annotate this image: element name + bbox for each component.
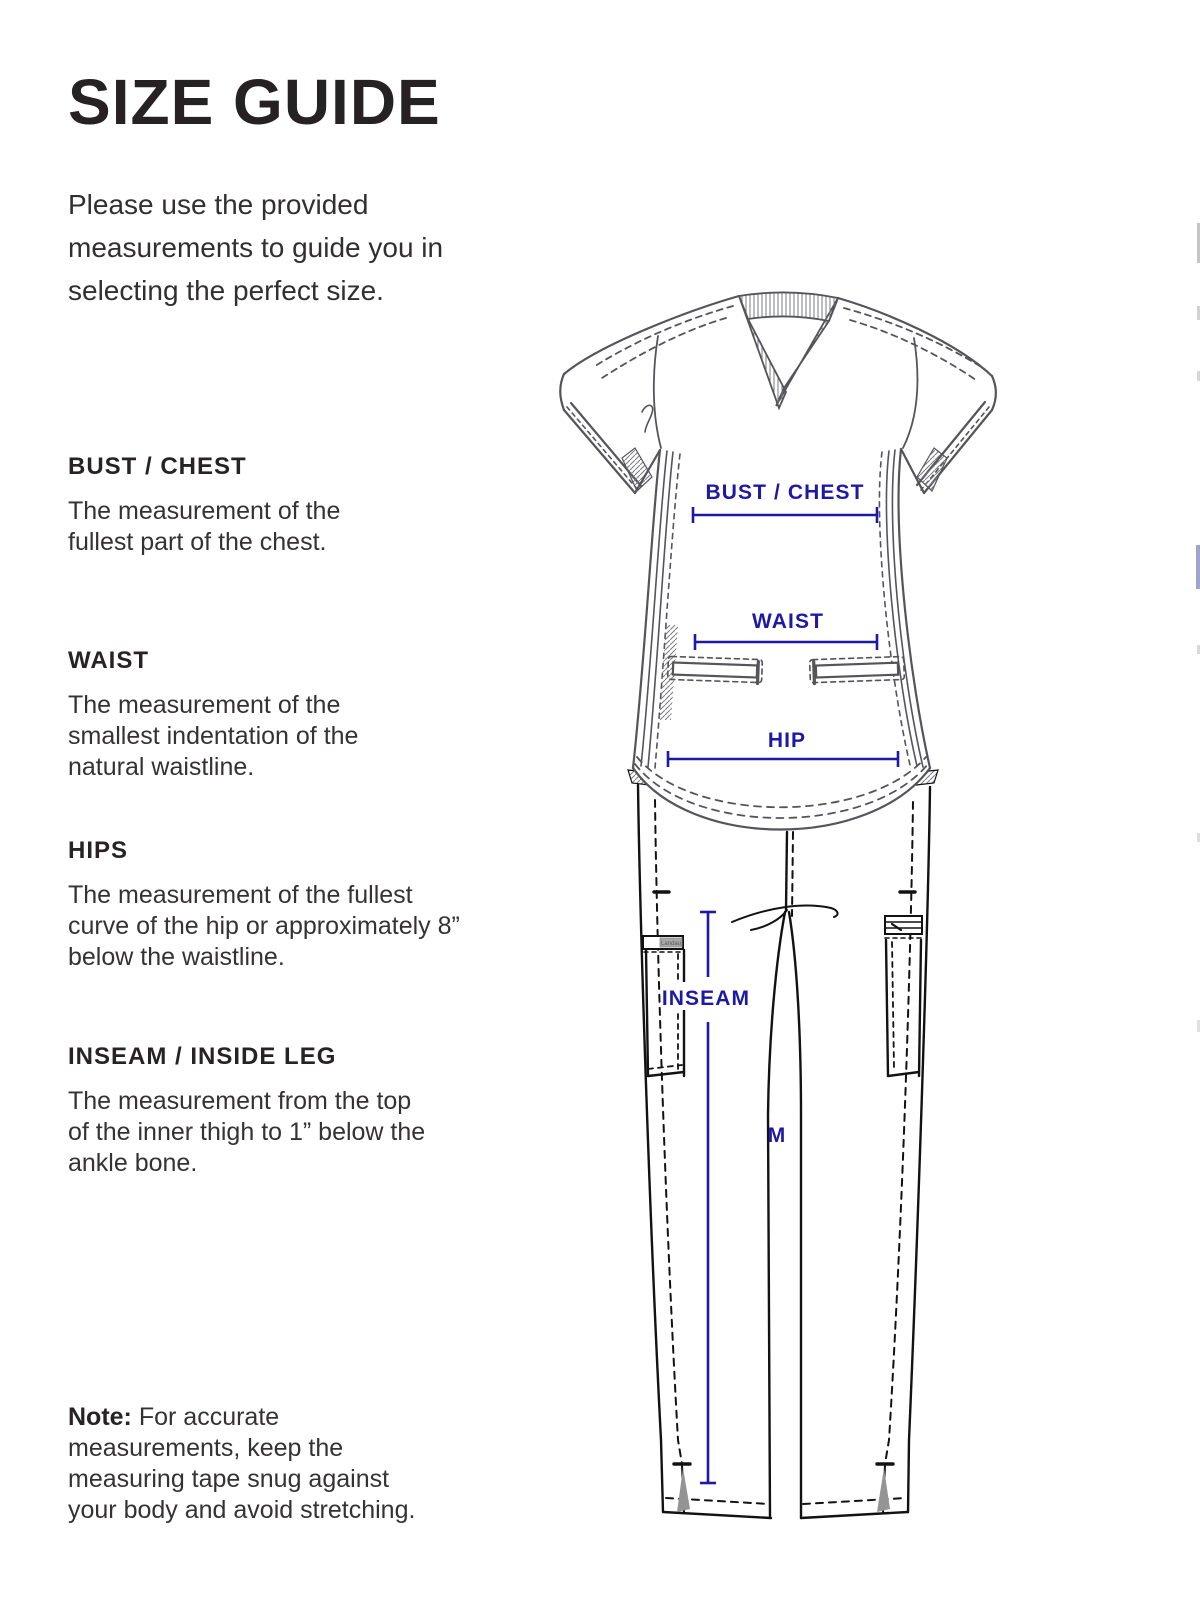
- note-text: [68, 1402, 428, 1526]
- note-label: Note:: [68, 1403, 132, 1431]
- brand-tag: Landau: [660, 941, 682, 947]
- section-body: The measurement from the top of the inner thigh to 1” below the ankle bone.: [68, 1087, 426, 1177]
- note-body: For accurate measurements, keep the measuring tape snug against your body and avoid stretching.: [68, 1403, 416, 1524]
- section-bust-chest: [68, 452, 408, 558]
- page-title: SIZE GUIDE: [68, 66, 441, 138]
- size-marker-label: M: [767, 1124, 787, 1147]
- inseam-measure-label: INSEAM: [661, 987, 751, 1010]
- size-diagram: [540, 280, 1010, 1540]
- bust-measure-label: BUST / CHEST: [705, 481, 865, 504]
- waist-measure-label: WAIST: [752, 610, 824, 633]
- section-heading: INSEAM / INSIDE LEG: [68, 1043, 337, 1070]
- section-heading: WAIST: [68, 647, 149, 674]
- section-waist: [68, 646, 408, 783]
- right-cargo-pocket: [885, 916, 922, 1076]
- section-hips: [68, 836, 468, 973]
- hip-measure-label: HIP: [767, 729, 807, 752]
- edge-artifact: [1196, 545, 1200, 589]
- intro-text: Please use the provided measurements to guide you in selecting the perfect size.: [68, 189, 444, 306]
- section-heading: BUST / CHEST: [68, 453, 247, 480]
- section-inseam: [68, 1042, 428, 1179]
- section-body: The measurement of the smallest indentation of the natural waistline.: [68, 691, 359, 781]
- section-body: The measurement of the fullest curve of the hip or approximately 8” below the waistline.: [68, 881, 460, 971]
- section-heading: HIPS: [68, 837, 129, 864]
- section-body: The measurement of the fullest part of the chest.: [68, 497, 341, 556]
